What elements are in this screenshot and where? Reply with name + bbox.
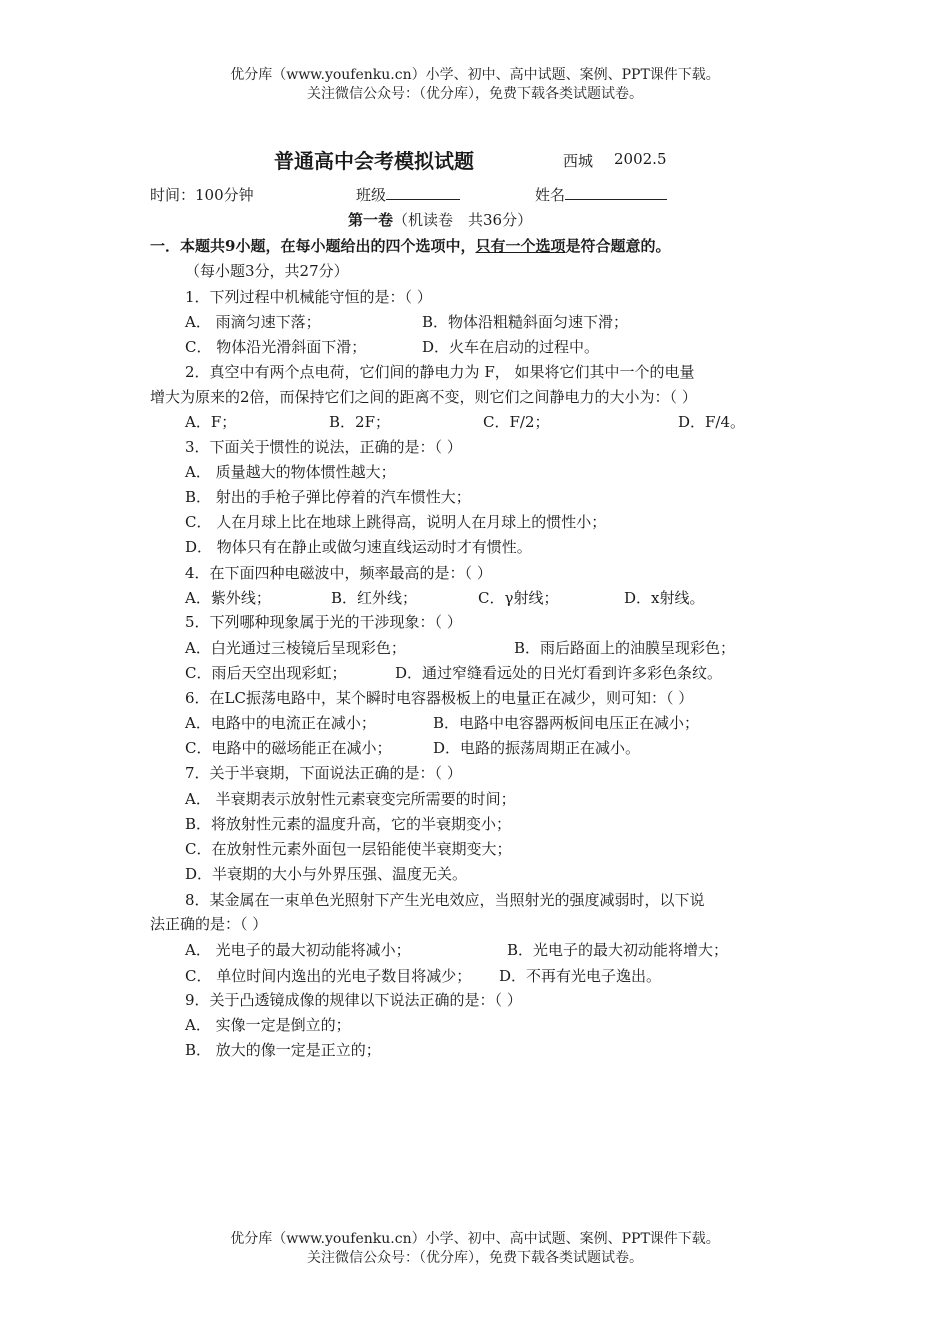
page-header bbox=[0, 66, 950, 104]
q8-option-b: B．光电子的最大初动能将增大； bbox=[507, 941, 729, 959]
q1-option-d: D．火车在启动的过程中。 bbox=[422, 338, 600, 356]
q1-stem: 1．下列过程中机械能守恒的是：（ ） bbox=[185, 288, 432, 306]
q5-option-c: C．雨后天空出现彩虹； bbox=[185, 664, 347, 682]
part-heading bbox=[348, 210, 532, 230]
exam-date: 2002.5 bbox=[614, 150, 667, 168]
q1-option-c: C． 物体沿光滑斜面下滑； bbox=[185, 338, 367, 356]
q5-option-b: B．雨后路面上的油膜呈现彩色； bbox=[514, 639, 736, 657]
q9-option-a: A． 实像一定是倒立的； bbox=[185, 1016, 351, 1034]
q7-option-c: C．在放射性元素外面包一层铅能使半衰期变大； bbox=[185, 840, 512, 858]
q3-option-d: D． 物体只有在静止或做匀速直线运动时才有惯性。 bbox=[185, 538, 532, 556]
q8-option-d: D．不再有光电子逸出。 bbox=[499, 967, 662, 985]
name-field bbox=[535, 185, 667, 205]
q9-stem: 9．关于凸透镜成像的规律以下说法正确的是：（ ） bbox=[185, 991, 522, 1009]
q4-option-c: C．γ射线； bbox=[478, 589, 559, 607]
name-blank bbox=[565, 185, 667, 200]
q3-option-a: A． 质量越大的物体惯性越大； bbox=[185, 463, 396, 481]
section-heading bbox=[150, 236, 670, 256]
q8-stem-line-2: 法正确的是：（ ） bbox=[150, 915, 268, 933]
q2-stem-line-1: 2．真空中有两个点电荷，它们间的静电力为 F， 如果将它们其中一个的电量 bbox=[185, 363, 695, 381]
q6-option-d: D．电路的振荡周期正在减小。 bbox=[433, 739, 641, 757]
q2-option-b: B．2F； bbox=[329, 413, 390, 431]
time-label: 时间：100分钟 bbox=[150, 186, 254, 204]
q7-stem: 7．关于半衰期，下面说法正确的是：（ ） bbox=[185, 764, 462, 782]
q8-option-c: C． 单位时间内逸出的光电子数目将减少； bbox=[185, 967, 472, 985]
footer-line-2: 关注微信公众号：（优分库），免费下载各类试题试卷。 bbox=[307, 1250, 643, 1266]
q3-option-c: C． 人在月球上比在地球上跳得高，说明人在月球上的惯性小； bbox=[185, 513, 607, 531]
q4-stem: 4．在下面四种电磁波中，频率最高的是：（ ） bbox=[185, 564, 492, 582]
q6-option-b: B．电路中电容器两板间电压正在减小； bbox=[433, 714, 700, 732]
footer-line-1: 优分库（www.youfenku.cn）小学、初中、高中试题、案例、PPT课件下载。 bbox=[230, 1231, 720, 1247]
name-label: 姓名 bbox=[535, 186, 566, 204]
header-line-2: 关注微信公众号：（优分库），免费下载各类试题试卷。 bbox=[307, 86, 643, 102]
q2-option-d: D．F/4。 bbox=[678, 413, 746, 431]
q6-stem: 6．在LC振荡电路中，某个瞬时电容器极板上的电量正在减少，则可知：（ ） bbox=[185, 689, 694, 707]
q1-option-a: A． 雨滴匀速下落； bbox=[185, 313, 321, 331]
class-blank bbox=[386, 185, 460, 200]
header-line-1: 优分库（www.youfenku.cn）小学、初中、高中试题、案例、PPT课件下载。 bbox=[230, 67, 720, 83]
part-title: 第一卷 bbox=[348, 211, 394, 229]
q9-option-b: B． 放大的像一定是正立的； bbox=[185, 1041, 381, 1059]
q7-option-a: A． 半衰期表示放射性元素衰变完所需要的时间； bbox=[185, 790, 516, 808]
exam-title: 普通高中会考模拟试题 bbox=[274, 149, 474, 173]
q8-stem-line-1: 8．某金属在一束单色光照射下产生光电效应，当照射光的强度减弱时，以下说 bbox=[185, 891, 705, 909]
page-footer bbox=[0, 1230, 950, 1268]
section-heading-suffix: 是符合题意的。 bbox=[565, 237, 671, 255]
q7-option-d: D．半衰期的大小与外界压强、温度无关。 bbox=[185, 865, 468, 883]
exam-district: 西城 bbox=[563, 152, 594, 170]
class-field bbox=[356, 185, 460, 205]
q5-option-a: A．白光通过三棱镜后呈现彩色； bbox=[185, 639, 406, 657]
q3-option-b: B． 射出的手枪子弹比停着的汽车惯性大； bbox=[185, 488, 471, 506]
q2-option-a: A．F； bbox=[185, 413, 237, 431]
q1-option-b: B．物体沿粗糙斜面匀速下滑； bbox=[422, 313, 629, 331]
q6-option-a: A．电路中的电流正在减小； bbox=[185, 714, 376, 732]
q4-option-d: D．x射线。 bbox=[624, 589, 705, 607]
q2-stem-line-2: 增大为原来的2倍，而保持它们之间的距离不变，则它们之间静电力的大小为：（ ） bbox=[150, 388, 697, 406]
q7-option-b: B．将放射性元素的温度升高，它的半衰期变小； bbox=[185, 815, 512, 833]
q4-option-a: A．紫外线； bbox=[185, 589, 271, 607]
section-heading-underlined: 只有一个选项 bbox=[475, 237, 566, 255]
class-label: 班级 bbox=[356, 186, 387, 204]
q2-option-c: C．F/2； bbox=[483, 413, 550, 431]
section-scoring: （每小题3分，共27分） bbox=[185, 262, 349, 280]
q3-stem: 3．下面关于惯性的说法，正确的是：（ ） bbox=[185, 438, 462, 456]
q5-option-d: D．通过窄缝看远处的日光灯看到许多彩色条纹。 bbox=[395, 664, 723, 682]
q8-option-a: A． 光电子的最大初动能将减小； bbox=[185, 941, 411, 959]
q5-stem: 5．下列哪种现象属于光的干涉现象：（ ） bbox=[185, 613, 462, 631]
q6-option-c: C．电路中的磁场能正在减小； bbox=[185, 739, 392, 757]
q4-option-b: B．红外线； bbox=[331, 589, 418, 607]
part-note: （机读卷 共36分） bbox=[393, 211, 533, 229]
section-heading-prefix: 一．本题共9小题，在每小题给出的四个选项中， bbox=[150, 237, 476, 255]
